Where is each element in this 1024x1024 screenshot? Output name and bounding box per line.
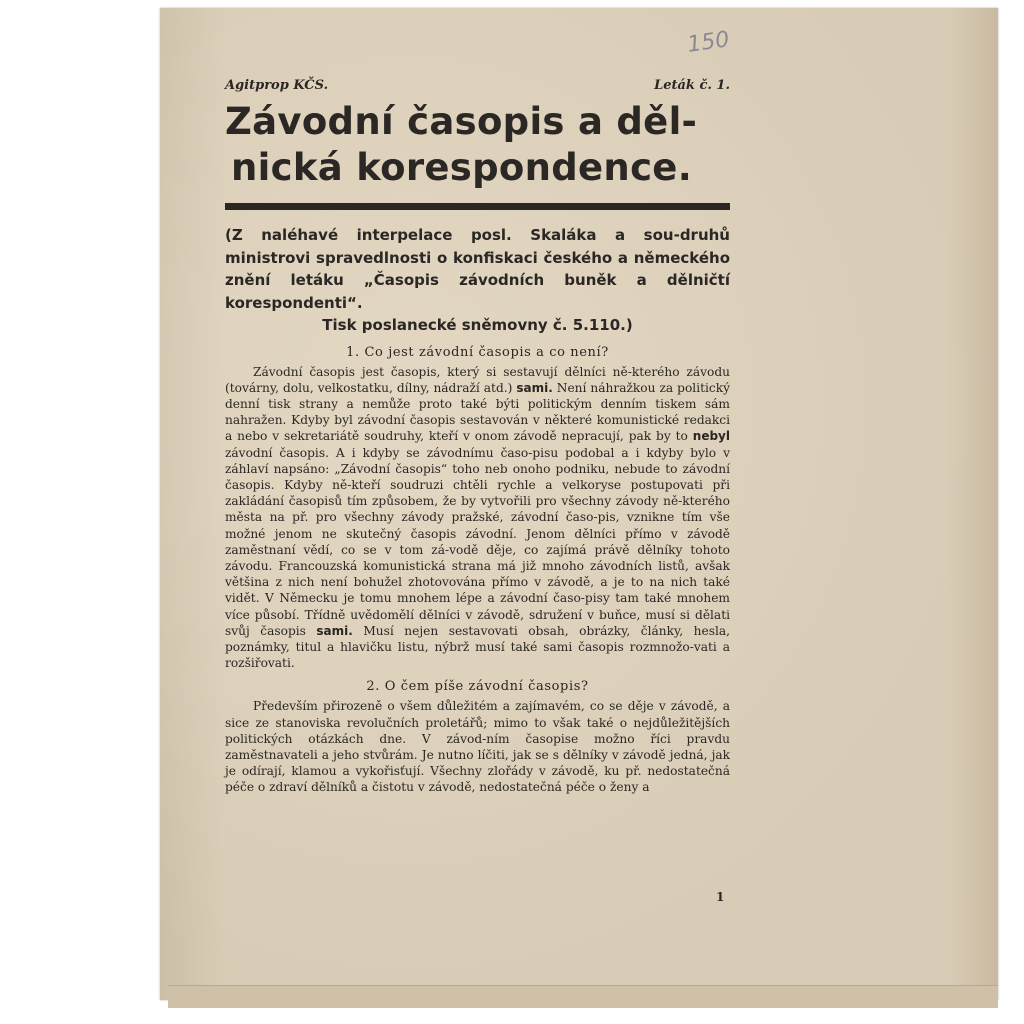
header-line (225, 78, 730, 93)
intro-body: (Z naléhavé interpelace posl. Skaláka a sou-druhů ministrovi spravedlnosti o konfiskaci českého a německého znění letáku „Časopis závodních buněk a dělničtí korespondenti“. (225, 226, 730, 312)
intro-paragraph (225, 224, 730, 337)
header-left: Agitprop KČS. (225, 78, 329, 93)
header-right: Leták č. 1. (654, 78, 730, 93)
s1-text-3: závodní časopis. A i kdyby se závodnímu časo-pisu podobal a i kdyby bylo v záhlaví napsáno: „Závodní časopis“ toho neb onoho podniku, nebude to závodní časopis. Kdyby ně-kteří soudruzi chtěli rychle a velkoryse postupovati při zakládání časopisů tím způsobem, že by vytvořili pro všechny závody ně-kterého města na př. pro všechny závody pražské, závodní časo-pis, vznikne tím vše možné jenom ne skutečný časopis závodní. Jenom dělníci přímo v závodě zaměstnaní vědí, co se v tom zá-vodě děje, co zajímá právě dělníky tohoto závodu. Francouzská komunistická strana má již mnoho závodních listů, avšak většina z nich není bohužel zhotovována přímo v závodě, a je to na nich také vidět. V Německu je tomu mnohem lépe a závodní časo-pisy tam také mnohem více působí. Třídně uvědomělí dělníci v závodě, sdružení v buňce, musí si dělati svůj časopis (225, 445, 730, 638)
s1-text-4: Musí nejen sestavovati obsah, obrázky, články, hesla, poznámky, titul a hlavičku listu, nýbrž musí také sami časopis rozmnožo-vati a rozšiřovati. (225, 623, 730, 671)
section-1-paragraph (225, 364, 730, 672)
paper-underlayer (168, 985, 998, 1008)
intro-last-line: Tisk poslanecké sněmovny č. 5.110.) (322, 316, 633, 334)
section-2-paragraph: Především přirozeně o všem důležitém a zajímavém, co se děje v závodě, a sice ze stanoviska revolučních proletářů; mimo to však také o nejdůležitějších politických otázkách dne. V závod-ním časopise možno říci pravdu zaměstnavateli a jeho stvůrám. Je nutno líčiti, jak se s dělníky v závodě jedná, jak je odírají, klamou a vykořisťují. Všechny zlořády v závodě, ku př. nedostatečná péče o zdraví dělníků a čistotu v závodě, nedostatečná péče o ženy a (225, 699, 730, 795)
pencil-annotation: 150 (685, 27, 731, 58)
section-1-heading: 1. Co jest závodní časopis a co není? (346, 344, 609, 360)
s1-text-2: Není náhražkou za politický denní tisk strany a nemůže proto také býti politickým denním tiskem sám nahražen. Kdyby byl závodní časopis sestavován v některé komunistické redakci a nebo v sekretariátě soudruhy, kteří v onom závodě nepracují, pak by to (225, 380, 730, 444)
title-rule (225, 203, 730, 210)
title-line-1: Závodní časopis a děl- (225, 100, 698, 143)
section-2-heading: 2. O čem píše závodní časopis? (366, 679, 589, 695)
s1-bold-3: sami. (316, 623, 353, 638)
document-body (225, 78, 730, 796)
s1-bold-1: sami. (516, 380, 553, 395)
s1-text-1: Závodní časopis jest časopis, který si sestavují dělníci ně-kterého závodu (továrny, dolu, velkostatku, dílny, nádraží atd.) (225, 364, 730, 395)
title-line-2: nická korespondence. (231, 146, 693, 189)
page-number: 1 (716, 890, 725, 904)
document-title (225, 99, 730, 191)
s1-bold-2: nebyl (692, 429, 730, 444)
